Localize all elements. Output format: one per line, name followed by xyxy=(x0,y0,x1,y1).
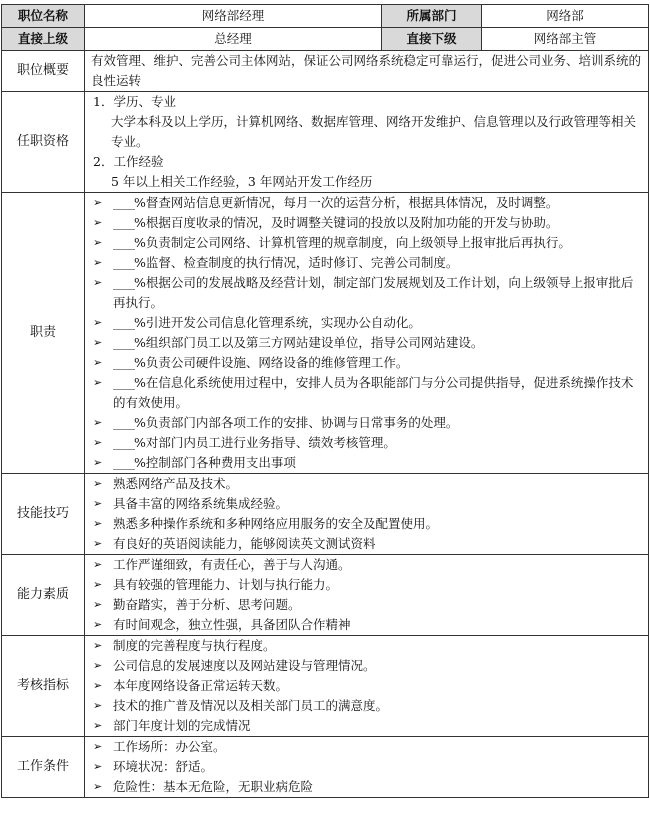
list-item xyxy=(91,716,642,736)
arrow-bullet-icon: ➢ xyxy=(93,216,103,229)
list-item-text: 本年度网络设备正常运转天数。 xyxy=(113,678,289,693)
arrow-bullet-icon: ➢ xyxy=(93,477,103,490)
subordinate-value: 网络部主管 xyxy=(482,28,649,51)
fill-in-blank: ____ xyxy=(113,435,134,450)
list-item xyxy=(91,575,642,595)
abilities-list xyxy=(91,555,642,635)
list-item-text: %根据公司的发展战略及经营计划，制定部门发展规划及工作计划，向上级领导上报审批后再执行。 xyxy=(113,275,634,310)
arrow-bullet-icon: ➢ xyxy=(93,578,103,591)
list-item-text: 工作严谨细致，有责任心，善于与人沟通。 xyxy=(113,557,351,572)
list-item xyxy=(91,514,642,534)
arrow-bullet-icon: ➢ xyxy=(93,740,103,753)
kpi-label: 考核指标 xyxy=(2,636,85,737)
arrow-bullet-icon: ➢ xyxy=(93,719,103,732)
list-item-text: 公司信息的发展速度以及网站建设与管理情况。 xyxy=(113,658,376,673)
kpi-list xyxy=(91,636,642,736)
list-item xyxy=(91,193,642,213)
arrow-bullet-icon: ➢ xyxy=(93,699,103,712)
list-item xyxy=(91,757,642,777)
duties-label: 职责 xyxy=(2,193,85,474)
overview-label: 职位概要 xyxy=(2,51,85,92)
arrow-bullet-icon: ➢ xyxy=(93,416,103,429)
superior-value: 总经理 xyxy=(85,28,382,51)
skills-content xyxy=(85,474,649,555)
list-item-text: %督查网站信息更新情况，每月一次的运营分析，根据具体情况，及时调整。 xyxy=(134,195,559,210)
list-item-text: %组织部门员工以及第三方网站建设单位，指导公司网站建设。 xyxy=(134,335,484,350)
skills-row xyxy=(2,474,649,555)
qualification-item-text: 大学本科及以上学历，计算机网络、数据库管理、网络开发维护、信息管理以及行政管理等相关专业。 xyxy=(111,114,637,149)
fill-in-blank: ____ xyxy=(113,275,134,290)
list-item-text: 危险性：基本无危险，无职业病危险 xyxy=(113,779,314,794)
qualification-label: 任职资格 xyxy=(2,92,85,193)
arrow-bullet-icon: ➢ xyxy=(93,456,103,469)
fill-in-blank: ____ xyxy=(113,255,134,270)
fill-in-blank: ____ xyxy=(113,195,134,210)
fill-in-blank: ____ xyxy=(113,335,134,350)
arrow-bullet-icon: ➢ xyxy=(93,639,103,652)
fill-in-blank: ____ xyxy=(113,375,134,390)
list-item-text: 技术的推广普及情况以及相关部门员工的满意度。 xyxy=(113,698,389,713)
list-item-text: %在信息化系统使用过程中，安排人员为各职能部门与分公司提供指导，促进系统操作技术的有效使用。 xyxy=(113,375,634,410)
arrow-bullet-icon: ➢ xyxy=(93,760,103,773)
arrow-bullet-icon: ➢ xyxy=(93,517,103,530)
list-item-text: 工作场所：办公室。 xyxy=(113,739,226,754)
list-item-text: 部门年度计划的完成情况 xyxy=(113,718,251,733)
fill-in-blank: ____ xyxy=(113,355,134,370)
duties-content xyxy=(85,193,649,474)
fill-in-blank: ____ xyxy=(113,215,134,230)
fill-in-blank: ____ xyxy=(113,235,134,250)
arrow-bullet-icon: ➢ xyxy=(93,558,103,571)
dept-label: 所属部门 xyxy=(382,5,482,28)
overview-row xyxy=(2,51,649,92)
list-item xyxy=(91,494,642,514)
arrow-bullet-icon: ➢ xyxy=(93,780,103,793)
arrow-bullet-icon: ➢ xyxy=(93,497,103,510)
list-item-text: 熟悉网络产品及技术。 xyxy=(113,476,239,491)
subordinate-label: 直接下级 xyxy=(382,28,482,51)
abilities-content xyxy=(85,555,649,636)
list-item xyxy=(91,534,642,554)
list-item xyxy=(91,313,642,333)
list-item-text: %负责公司硬件设施、网络设备的维修管理工作。 xyxy=(134,355,409,370)
arrow-bullet-icon: ➢ xyxy=(93,196,103,209)
position-label: 职位名称 xyxy=(2,5,85,28)
skills-label: 技能技巧 xyxy=(2,474,85,555)
list-item-text: %引进开发公司信息化管理系统，实现办公自动化。 xyxy=(134,315,421,330)
arrow-bullet-icon: ➢ xyxy=(93,376,103,389)
conditions-list xyxy=(91,737,642,797)
arrow-bullet-icon: ➢ xyxy=(93,356,103,369)
conditions-row xyxy=(2,737,649,798)
list-item xyxy=(91,595,642,615)
arrow-bullet-icon: ➢ xyxy=(93,316,103,329)
fill-in-blank: ____ xyxy=(113,315,134,330)
list-item-text: 熟悉多种操作系统和多种网络应用服务的安全及配置使用。 xyxy=(113,516,439,531)
list-item xyxy=(91,737,642,757)
list-item xyxy=(91,213,642,233)
list-item xyxy=(91,696,642,716)
qualification-item-text: 5 年以上相关工作经验，3 年网站开发工作经历 xyxy=(111,174,373,189)
header-row-1 xyxy=(2,5,649,28)
list-item-text: 具备丰富的网络系统集成经验。 xyxy=(113,496,289,511)
list-item-text: %对部门内员工进行业务指导、绩效考核管理。 xyxy=(134,435,396,450)
arrow-bullet-icon: ➢ xyxy=(93,679,103,692)
fill-in-blank: ____ xyxy=(113,415,134,430)
arrow-bullet-icon: ➢ xyxy=(93,537,103,550)
abilities-label: 能力素质 xyxy=(2,555,85,636)
list-item xyxy=(91,333,642,353)
list-item xyxy=(91,353,642,373)
conditions-content xyxy=(85,737,649,798)
kpi-content xyxy=(85,636,649,737)
job-description-table xyxy=(1,4,649,798)
list-item xyxy=(91,413,642,433)
list-item xyxy=(91,273,642,313)
qualification-item-title: 2．工作经验 xyxy=(93,154,164,169)
arrow-bullet-icon: ➢ xyxy=(93,598,103,611)
list-item xyxy=(91,433,642,453)
list-item-text: 勤奋踏实，善于分析、思考问题。 xyxy=(113,597,301,612)
arrow-bullet-icon: ➢ xyxy=(93,236,103,249)
fill-in-blank: ____ xyxy=(113,455,134,470)
list-item xyxy=(91,656,642,676)
list-item-text: %监督、检查制度的执行情况，适时修订、完善公司制度。 xyxy=(134,255,459,270)
dept-value: 网络部 xyxy=(482,5,649,28)
list-item xyxy=(91,555,642,575)
overview-text: 有效管理、维护、完善公司主体网站，保证公司网络系统稳定可靠运行，促进公司业务、培训系统的良性运转 xyxy=(85,51,649,92)
conditions-label: 工作条件 xyxy=(2,737,85,798)
list-item-text: %负责部门内部各项工作的安排、协调与日常事务的处理。 xyxy=(134,415,459,430)
list-item xyxy=(91,777,642,797)
list-item-text: 环境状况：舒适。 xyxy=(113,759,214,774)
qualification-content xyxy=(85,92,649,193)
list-item xyxy=(91,453,642,473)
position-value: 网络部经理 xyxy=(85,5,382,28)
list-item xyxy=(91,615,642,635)
arrow-bullet-icon: ➢ xyxy=(93,659,103,672)
list-item-text: 有时间观念，独立性强，具备团队合作精神 xyxy=(113,617,351,632)
kpi-row xyxy=(2,636,649,737)
duties-row xyxy=(2,193,649,474)
arrow-bullet-icon: ➢ xyxy=(93,436,103,449)
list-item xyxy=(91,636,642,656)
arrow-bullet-icon: ➢ xyxy=(93,256,103,269)
list-item-text: 制度的完善程度与执行程度。 xyxy=(113,638,276,653)
abilities-row xyxy=(2,555,649,636)
header-row-2 xyxy=(2,28,649,51)
list-item-text: %负责制定公司网络、计算机管理的规章制度，向上级领导上报审批后再执行。 xyxy=(134,235,571,250)
qualification-item-title: 1．学历、专业 xyxy=(93,94,176,109)
arrow-bullet-icon: ➢ xyxy=(93,336,103,349)
list-item xyxy=(91,676,642,696)
list-item xyxy=(91,253,642,273)
list-item-text: %根据百度收录的情况，及时调整关键词的投放以及附加功能的开发与协助。 xyxy=(134,215,559,230)
qualification-row xyxy=(2,92,649,193)
list-item xyxy=(91,233,642,253)
superior-label: 直接上级 xyxy=(2,28,85,51)
list-item xyxy=(91,373,642,413)
list-item xyxy=(91,474,642,494)
list-item-text: %控制部门各种费用支出事项 xyxy=(134,455,296,470)
skills-list xyxy=(91,474,642,554)
list-item-text: 有良好的英语阅读能力，能够阅读英文测试资料 xyxy=(113,536,376,551)
list-item-text: 具有较强的管理能力、计划与执行能力。 xyxy=(113,577,339,592)
arrow-bullet-icon: ➢ xyxy=(93,276,103,289)
duties-list xyxy=(91,193,642,473)
arrow-bullet-icon: ➢ xyxy=(93,618,103,631)
